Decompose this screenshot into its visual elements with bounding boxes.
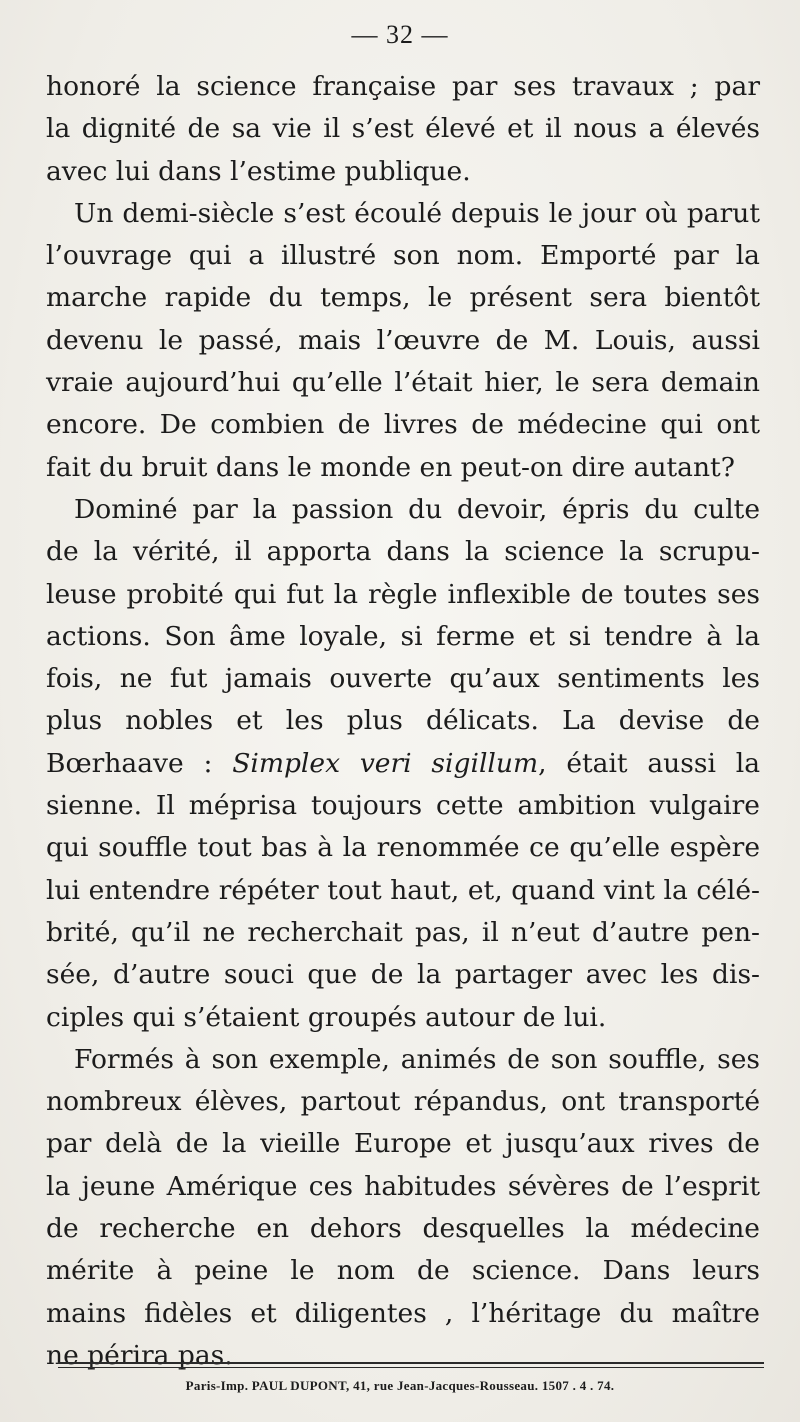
text-line: fait du bruit dans le monde en peut-on dire autant? <box>46 451 735 483</box>
text-line: l’ouvrage qui a illustré son nom. Emporté par la <box>46 240 760 272</box>
latin-motto: Simplex veri sigillum <box>232 747 539 779</box>
text-line: Un demi-siècle s’est écoulé depuis le jour où parut <box>74 197 760 229</box>
footer-rule <box>58 1362 764 1368</box>
text-line: lui entendre répéter tout haut, et, quand vint la célé- <box>46 874 760 906</box>
text-line: sée, d’autre souci que de la partager avec les dis- <box>46 959 760 991</box>
text-line: plus nobles et les plus délicats. La devise de <box>46 705 760 737</box>
text-fragment: Bœrhaave : <box>46 747 233 779</box>
page-number: — 32 — <box>351 20 449 49</box>
printer-imprint: Paris-Imp. PAUL DUPONT, 41, rue Jean-Jacques-Rousseau. 1507 . 4 . 74. <box>185 1378 615 1393</box>
text-line: de recherche en dehors desquelles la médecine <box>46 1213 760 1245</box>
text-line: sienne. Il méprisa toujours cette ambition vulgaire <box>46 790 760 822</box>
text-line: honoré la science française par ses travaux ; par <box>46 71 760 102</box>
text-line: ciples qui s’étaient groupés autour de lui. <box>46 1001 607 1033</box>
text-line: ne périra pas. <box>46 1339 233 1371</box>
text-line: la dignité de sa vie il s’est élevé et il nous a élevés <box>46 113 760 145</box>
text-line: Dominé par la passion du devoir, épris du culte <box>74 493 760 525</box>
text-line: de la vérité, il apporta dans la science la scrupu- <box>46 536 760 568</box>
text-line: Formés à son exemple, animés de son souffle, ses <box>74 1043 760 1075</box>
text-line: fois, ne fut jamais ouverte qu’aux sentiments les <box>46 663 760 695</box>
text-line: devenu le passé, mais l’œuvre de M. Louis, aussi <box>46 324 760 356</box>
text-line: mérite à peine le nom de science. Dans leurs <box>46 1255 760 1287</box>
text-line: marche rapide du temps, le présent sera bientôt <box>46 282 760 314</box>
text-line: actions. Son âme loyale, si ferme et si tendre à la <box>46 620 760 652</box>
body-text <box>46 66 760 1377</box>
text-line: mains fidèles et diligentes , l’héritage du maître <box>46 1297 760 1329</box>
text-line: par delà de la vieille Europe et jusqu’aux rives de <box>46 1128 760 1160</box>
text-line: vraie aujourd’hui qu’elle l’était hier, le sera demain <box>46 367 760 399</box>
text-line: leuse probité qui fut la règle inflexible de toutes ses <box>46 578 760 610</box>
text-line <box>46 743 760 785</box>
text-line: qui souffle tout bas à la renommée ce qu’elle espère <box>46 832 760 864</box>
text-line: encore. De combien de livres de médecine qui ont <box>46 409 760 441</box>
text-line: brité, qu’il ne recherchait pas, il n’eut d’autre pen- <box>46 916 760 948</box>
text-line: nombreux élèves, partout répandus, ont transporté <box>46 1086 760 1118</box>
text-line: la jeune Amérique ces habitudes sévères de l’esprit <box>46 1170 760 1202</box>
text-line: avec lui dans l’estime publique. <box>46 155 471 187</box>
text-fragment: , était aussi la <box>538 747 760 779</box>
